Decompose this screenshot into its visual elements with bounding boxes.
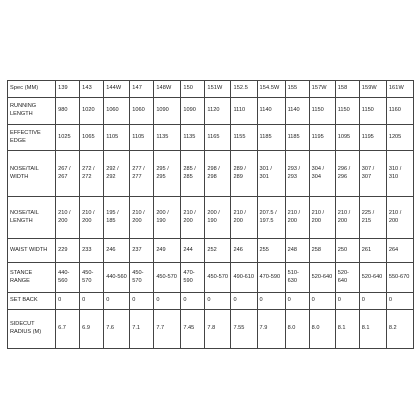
table-cell: 210 / 200 <box>285 197 309 239</box>
table-cell: 292 / 292 <box>104 151 130 197</box>
header-cell-size: 154.5W <box>257 81 285 98</box>
table-cell: 470-590 <box>257 263 285 293</box>
table-cell: 8.0 <box>309 310 335 349</box>
table-cell: 1195 <box>359 125 386 151</box>
table-cell: 7.1 <box>130 310 154 349</box>
table-cell: 1185 <box>257 125 285 151</box>
table-cell: 8.0 <box>285 310 309 349</box>
table-cell: 200 / 190 <box>154 197 181 239</box>
table-cell: 0 <box>231 293 257 310</box>
table-cell: 237 <box>130 239 154 263</box>
table-cell: 195 / 185 <box>104 197 130 239</box>
table-cell: 0 <box>335 293 359 310</box>
table-cell: 0 <box>56 293 80 310</box>
table-cell: 450-570 <box>154 263 181 293</box>
table-cell: 6.7 <box>56 310 80 349</box>
table-cell: 440-560 <box>104 263 130 293</box>
table-cell: 0 <box>205 293 231 310</box>
table-cell: 252 <box>205 239 231 263</box>
header-cell-spec: Spec (MM) <box>8 81 56 98</box>
table-cell: 1060 <box>104 98 130 125</box>
table-cell: 1090 <box>154 98 181 125</box>
row-label: SET BACK <box>8 293 56 310</box>
table-cell: 210 / 200 <box>80 197 104 239</box>
table-cell: 1090 <box>181 98 205 125</box>
table-cell: 267 / 267 <box>56 151 80 197</box>
header-cell-size: 155 <box>285 81 309 98</box>
table-cell: 1150 <box>359 98 386 125</box>
table-cell: 7.45 <box>181 310 205 349</box>
spec-table <box>7 80 414 349</box>
table-cell: 7.55 <box>231 310 257 349</box>
table-cell: 550-670 <box>386 263 413 293</box>
table-cell: 1065 <box>80 125 104 151</box>
table-cell: 272 / 272 <box>80 151 104 197</box>
table-cell: 490-610 <box>231 263 257 293</box>
table-cell: 1020 <box>80 98 104 125</box>
table-row <box>8 263 414 293</box>
table-cell: 293 / 293 <box>285 151 309 197</box>
header-cell-size: 152.5 <box>231 81 257 98</box>
table-cell: 261 <box>359 239 386 263</box>
table-cell: 1155 <box>231 125 257 151</box>
table-cell: 1165 <box>205 125 231 151</box>
table-cell: 1135 <box>154 125 181 151</box>
table-cell: 8.1 <box>335 310 359 349</box>
table-cell: 298 / 298 <box>205 151 231 197</box>
table-cell: 310 / 310 <box>386 151 413 197</box>
table-cell: 1140 <box>257 98 285 125</box>
table-row <box>8 310 414 349</box>
table-row <box>8 125 414 151</box>
table-cell: 246 <box>231 239 257 263</box>
table-cell: 1150 <box>309 98 335 125</box>
row-label: WAIST WIDTH <box>8 239 56 263</box>
table-cell: 1195 <box>309 125 335 151</box>
table-cell: 246 <box>104 239 130 263</box>
row-label: NOSE/TAIL WIDTH <box>8 151 56 197</box>
table-cell: 1140 <box>285 98 309 125</box>
table-cell: 0 <box>359 293 386 310</box>
row-label: STANCE RANGE <box>8 263 56 293</box>
table-cell: 1105 <box>130 125 154 151</box>
header-cell-size: 143 <box>80 81 104 98</box>
table-cell: 450-570 <box>205 263 231 293</box>
table-cell: 1025 <box>56 125 80 151</box>
table-row <box>8 197 414 239</box>
table-cell: 210 / 200 <box>335 197 359 239</box>
table-cell: 258 <box>309 239 335 263</box>
table-cell: 520-640 <box>335 263 359 293</box>
table-cell: 1120 <box>205 98 231 125</box>
table-cell: 225 / 215 <box>359 197 386 239</box>
table-cell: 510-630 <box>285 263 309 293</box>
table-cell: 7.9 <box>257 310 285 349</box>
table-cell: 520-640 <box>309 263 335 293</box>
table-cell: 450-570 <box>80 263 104 293</box>
header-cell-size: 157W <box>309 81 335 98</box>
table-cell: 0 <box>181 293 205 310</box>
table-row <box>8 98 414 125</box>
table-row <box>8 293 414 310</box>
table-cell: 1205 <box>386 125 413 151</box>
table-cell: 244 <box>181 239 205 263</box>
table-cell: 6.9 <box>80 310 104 349</box>
table-cell: 0 <box>80 293 104 310</box>
table-cell: 450-570 <box>130 263 154 293</box>
table-cell: 296 / 296 <box>335 151 359 197</box>
table-cell: 210 / 200 <box>309 197 335 239</box>
table-cell: 1105 <box>104 125 130 151</box>
table-cell: 210 / 200 <box>386 197 413 239</box>
header-cell-size: 150 <box>181 81 205 98</box>
header-cell-size: 151W <box>205 81 231 98</box>
header-cell-size: 148W <box>154 81 181 98</box>
table-cell: 200 / 190 <box>205 197 231 239</box>
table-cell: 248 <box>285 239 309 263</box>
table-cell: 7.8 <box>205 310 231 349</box>
table-cell: 233 <box>80 239 104 263</box>
table-cell: 0 <box>386 293 413 310</box>
table-cell: 210 / 200 <box>56 197 80 239</box>
table-cell: 1060 <box>130 98 154 125</box>
table-cell: 0 <box>154 293 181 310</box>
table-cell: 0 <box>309 293 335 310</box>
header-row <box>8 81 414 98</box>
table-cell: 210 / 200 <box>130 197 154 239</box>
header-cell-size: 161W <box>386 81 413 98</box>
table-cell: 0 <box>130 293 154 310</box>
table-cell: 264 <box>386 239 413 263</box>
header-cell-size: 144W <box>104 81 130 98</box>
table-cell: 285 / 285 <box>181 151 205 197</box>
table-cell: 8.1 <box>359 310 386 349</box>
table-cell: 301 / 301 <box>257 151 285 197</box>
table-cell: 249 <box>154 239 181 263</box>
table-cell: 1160 <box>386 98 413 125</box>
header-cell-size: 159W <box>359 81 386 98</box>
header-cell-size: 139 <box>56 81 80 98</box>
table-cell: 255 <box>257 239 285 263</box>
table-cell: 0 <box>257 293 285 310</box>
table-cell: 210 / 200 <box>231 197 257 239</box>
table-cell: 1185 <box>285 125 309 151</box>
table-cell: 307 / 307 <box>359 151 386 197</box>
row-label: EFFECTIVE EDGE <box>8 125 56 151</box>
table-cell: 7.7 <box>154 310 181 349</box>
row-label: NOSE/TAIL LENGTH <box>8 197 56 239</box>
table-cell: 277 / 277 <box>130 151 154 197</box>
table-cell: 980 <box>56 98 80 125</box>
table-cell: 210 / 200 <box>181 197 205 239</box>
table-cell: 520-640 <box>359 263 386 293</box>
table-cell: 8.2 <box>386 310 413 349</box>
table-cell: 440-560 <box>56 263 80 293</box>
table-row <box>8 151 414 197</box>
header-cell-size: 158 <box>335 81 359 98</box>
spec-table-container <box>7 80 414 349</box>
table-row <box>8 239 414 263</box>
row-label: SIDECUT RADIUS (M) <box>8 310 56 349</box>
table-cell: 250 <box>335 239 359 263</box>
table-cell: 470-590 <box>181 263 205 293</box>
table-cell: 0 <box>104 293 130 310</box>
table-cell: 289 / 289 <box>231 151 257 197</box>
row-label: RUNNING LENGTH <box>8 98 56 125</box>
table-cell: 229 <box>56 239 80 263</box>
header-cell-size: 147 <box>130 81 154 98</box>
table-cell: 7.6 <box>104 310 130 349</box>
table-cell: 0 <box>285 293 309 310</box>
table-cell: 304 / 304 <box>309 151 335 197</box>
table-cell: 1110 <box>231 98 257 125</box>
table-cell: 207.5 / 197.5 <box>257 197 285 239</box>
table-cell: 1095 <box>335 125 359 151</box>
table-cell: 1150 <box>335 98 359 125</box>
table-cell: 295 / 295 <box>154 151 181 197</box>
table-cell: 1135 <box>181 125 205 151</box>
